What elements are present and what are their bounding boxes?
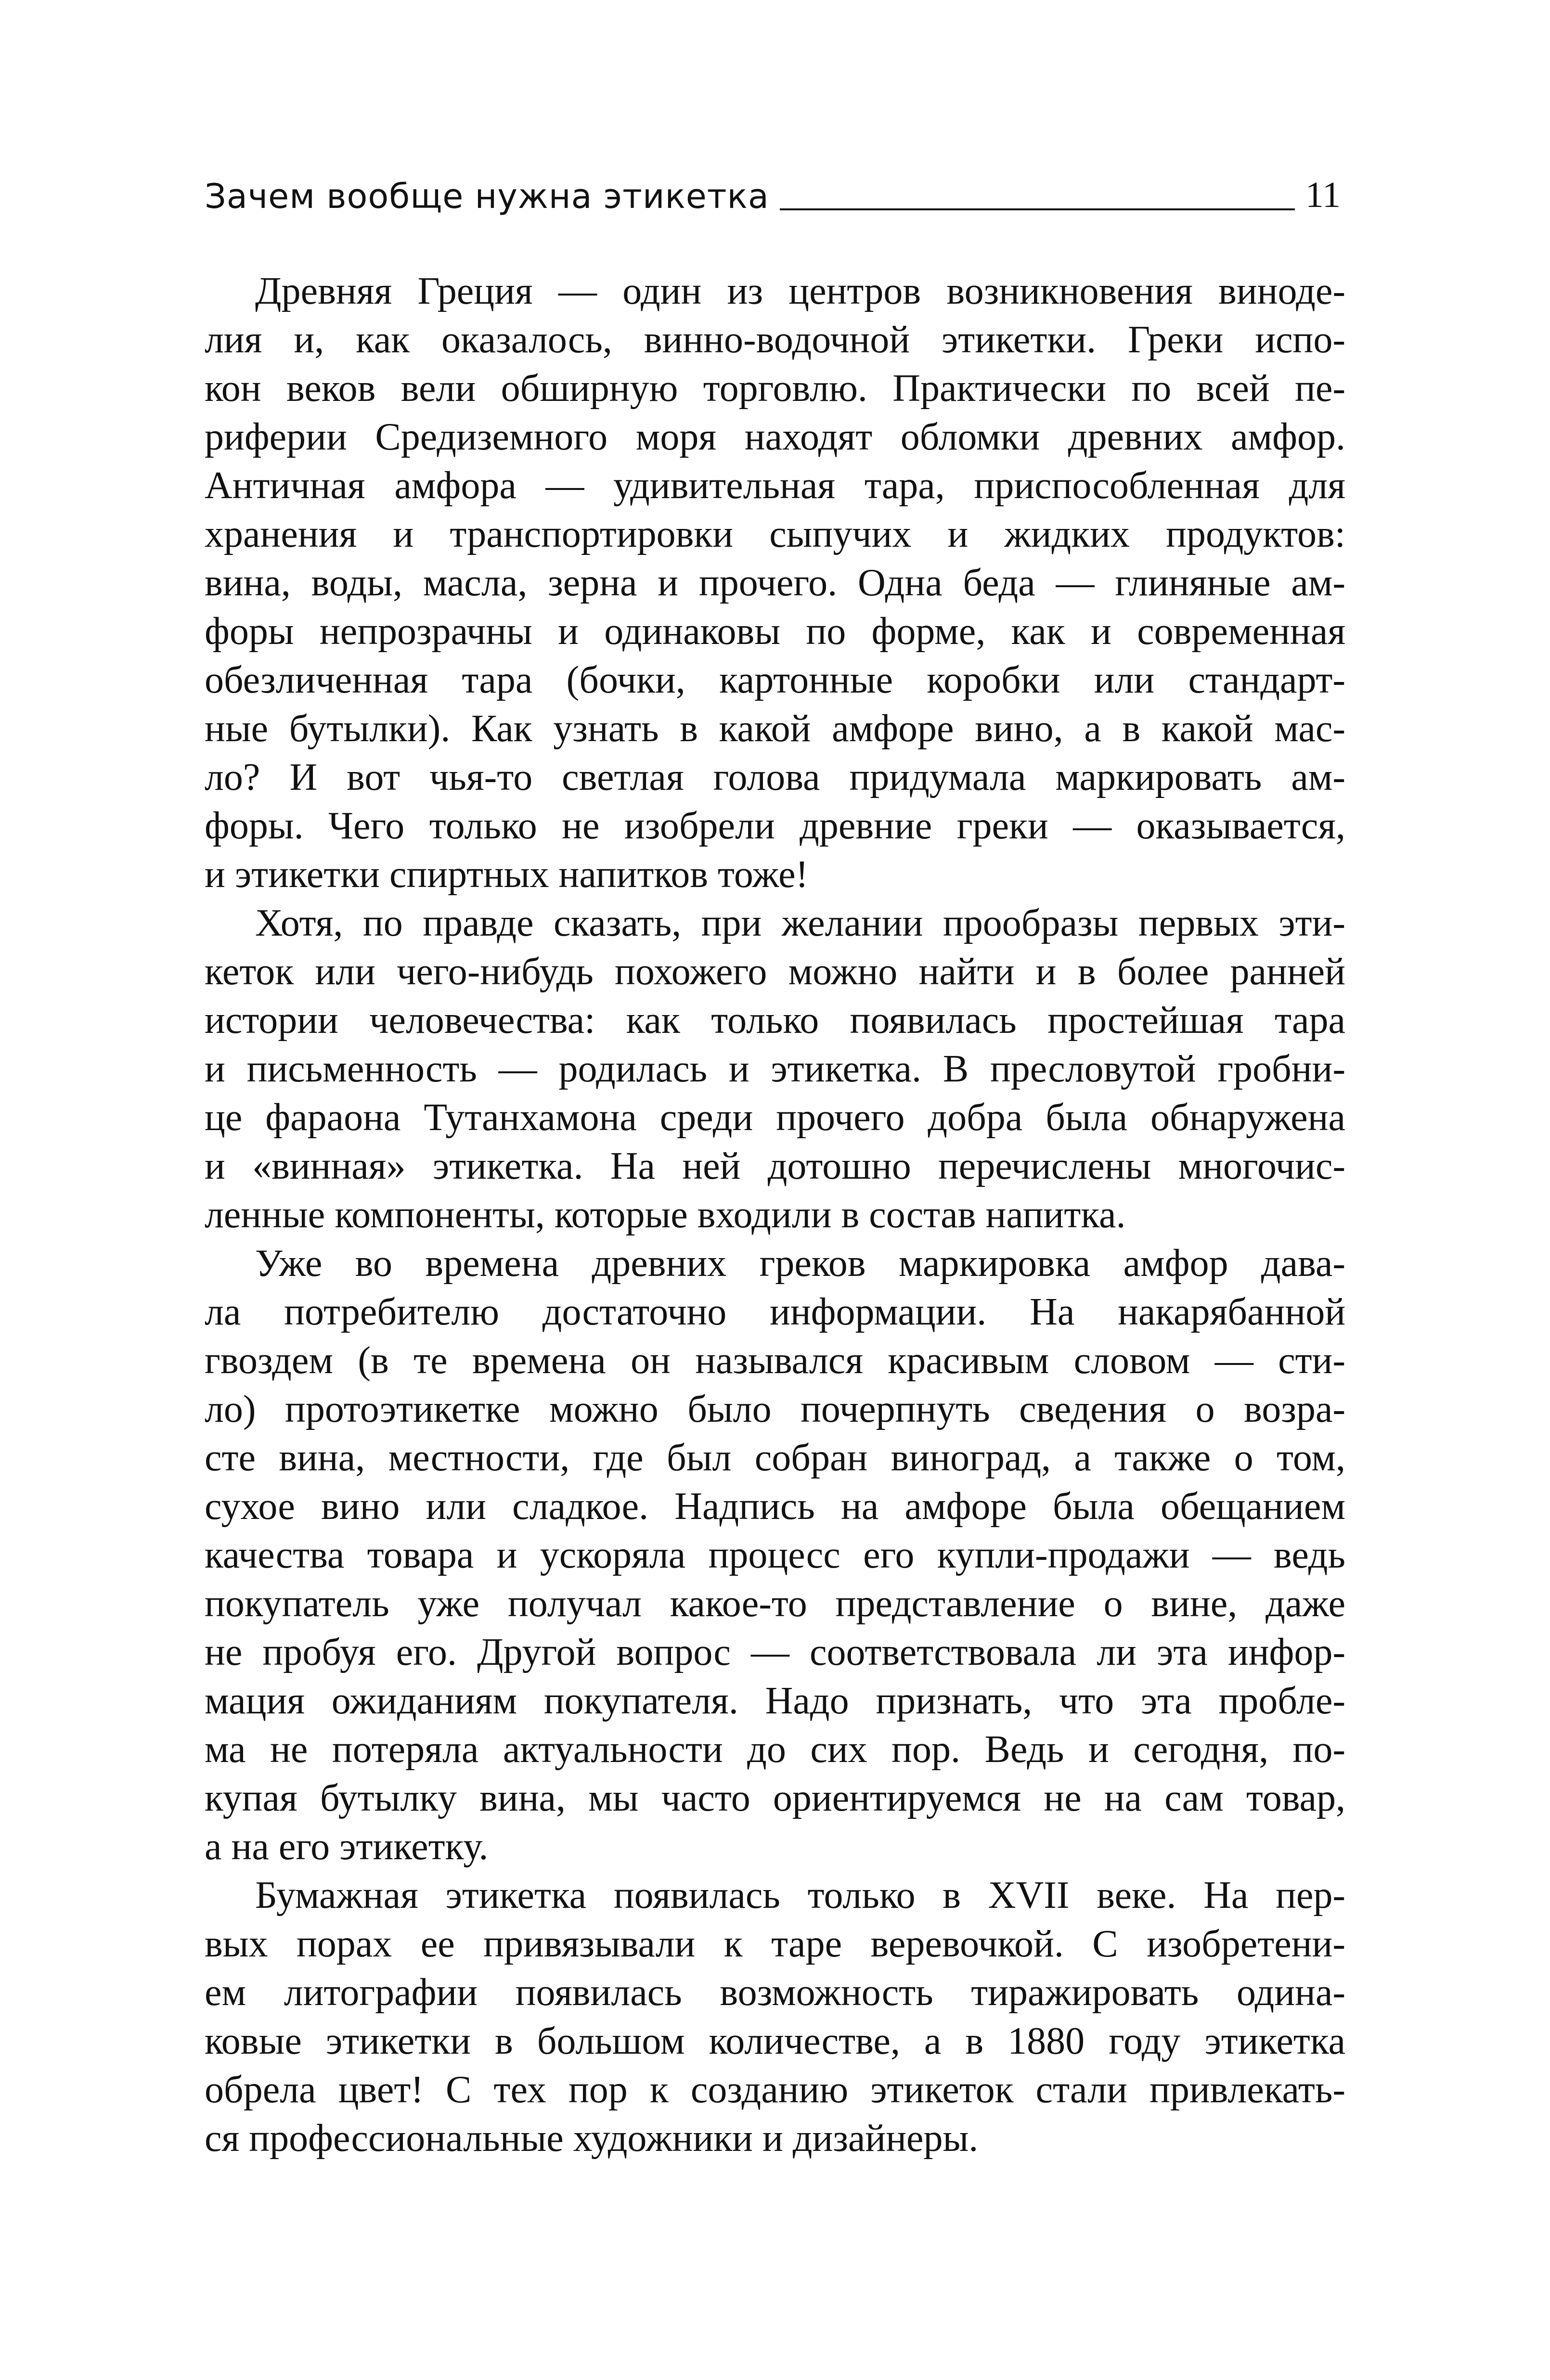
text-line: сте вина, местности, где был собран виноград, а также о том, xyxy=(205,1437,1345,1479)
text-line: ся профессиональные художники и дизайнеры. xyxy=(205,2117,979,2160)
running-head-rule xyxy=(780,208,1295,210)
text-line: и письменность — родилась и этикетка. В пресловутой гробни- xyxy=(205,1048,1345,1090)
text-line: купая бутылку вина, мы часто ориентируемся не на сам товар, xyxy=(205,1777,1345,1819)
text-line: не пробуя его. Другой вопрос — соответствовала ли эта инфор- xyxy=(205,1631,1345,1673)
paragraph-4 xyxy=(205,1871,1345,2163)
text-line: а на его этикетку. xyxy=(205,1826,489,1868)
text-line: кон веков вели обширную торговлю. Практически по всей пе- xyxy=(205,367,1345,410)
text-line: покупатель уже получал какое-то представление о вине, даже xyxy=(205,1582,1345,1625)
body-text xyxy=(205,267,1345,2163)
text-line: лия и, как оказалось, винно-водочной этикетки. Греки испо- xyxy=(205,319,1345,361)
text-line: гвоздем (в те времена он назывался красивым словом — сти- xyxy=(205,1339,1345,1382)
running-head xyxy=(205,171,1341,214)
text-line: ло? И вот чья-то светлая голова придумала маркировать ам- xyxy=(205,756,1345,798)
text-line: обезличенная тара (бочки, картонные коробки или стандарт- xyxy=(205,659,1345,701)
text-line: истории человечества: как только появилась простейшая тара xyxy=(205,999,1345,1042)
text-line: форы непрозрачны и одинаковы по форме, как и современная xyxy=(205,610,1345,653)
text-line: обрела цвет! С тех пор к созданию этикеток стали привлекать- xyxy=(205,2069,1345,2111)
text-line: кеток или чего-нибудь похожего можно найти и в более ранней xyxy=(205,951,1345,993)
text-line: ленные компоненты, которые входили в состав напитка. xyxy=(205,1194,1126,1236)
paragraph-3 xyxy=(205,1239,1345,1871)
text-line: Античная амфора — удивительная тара, приспособленная для xyxy=(205,464,1345,507)
text-line: вина, воды, масла, зерна и прочего. Одна беда — глиняные ам- xyxy=(205,562,1345,604)
text-line: вых порах ее привязывали к таре веревочкой. С изобретени- xyxy=(205,1923,1345,1965)
text-line: ем литографии появилась возможность тиражировать одина- xyxy=(205,1971,1345,2014)
text-line: це фараона Тутанхамона среди прочего добра была обнаружена xyxy=(205,1096,1345,1139)
text-line: и этикетки спиртных напитков тоже! xyxy=(205,853,809,896)
page-number: 11 xyxy=(1305,175,1341,215)
text-line: сухое вино или сладкое. Надпись на амфоре была обещанием xyxy=(205,1485,1345,1528)
text-line: качества товара и ускоряла процесс его купли-продажи — ведь xyxy=(205,1534,1345,1576)
text-line: риферии Средиземного моря находят обломки древних амфор. xyxy=(205,416,1345,458)
text-line: Древняя Греция — один из центров возникновения виноде- xyxy=(255,270,1345,312)
text-line: Бумажная этикетка появилась только в XVII веке. На пер- xyxy=(255,1874,1345,1917)
paragraph-1 xyxy=(205,267,1345,899)
text-line: ковые этикетки в большом количестве, а в 1880 году этикетка xyxy=(205,2020,1345,2062)
text-line: хранения и транспортировки сыпучих и жидких продуктов: xyxy=(205,513,1345,555)
text-line: форы. Чего только не изобрели древние греки — оказывается, xyxy=(205,805,1345,847)
text-line: и «винная» этикетка. На ней дотошно перечислены многочис- xyxy=(205,1145,1345,1187)
paragraph-2 xyxy=(205,899,1345,1239)
text-line: ма не потеряла актуальности до сих пор. Ведь и сегодня, по- xyxy=(205,1728,1345,1771)
text-line: ные бутылки). Как узнать в какой амфоре вино, а в какой мас- xyxy=(205,708,1345,750)
text-line: Уже во времена древних греков маркировка амфор дава- xyxy=(255,1242,1345,1285)
text-line: Хотя, по правде сказать, при желании прообразы первых эти- xyxy=(255,902,1345,944)
text-line: мация ожиданиям покупателя. Надо признать, что эта пробле- xyxy=(205,1680,1345,1722)
text-line: ла потребителю достаточно информации. На накарябанной xyxy=(205,1291,1345,1333)
running-head-title: Зачем вообще нужна этикетка xyxy=(205,177,769,216)
text-line: ло) протоэтикетке можно было почерпнуть сведения о возра- xyxy=(205,1388,1345,1430)
